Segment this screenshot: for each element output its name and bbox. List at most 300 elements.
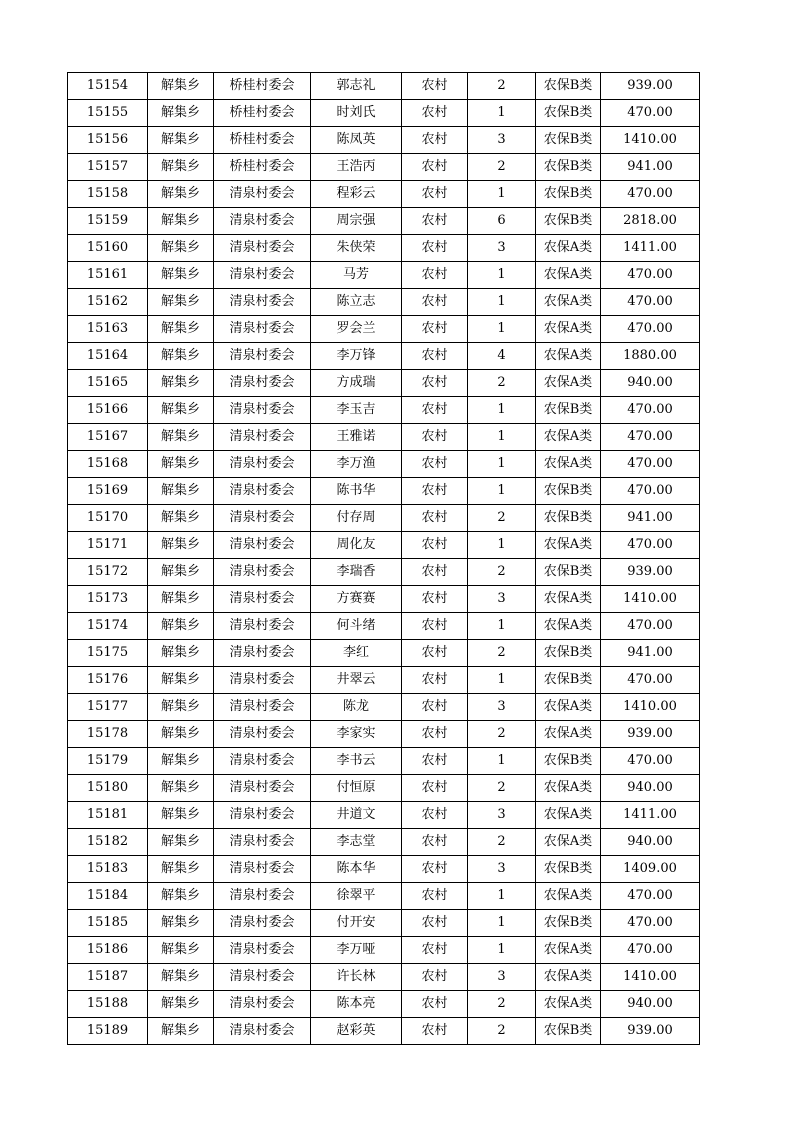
area-type-cell: 农村 <box>402 370 468 397</box>
township-cell: 解集乡 <box>148 343 214 370</box>
amount-cell: 470.00 <box>601 424 700 451</box>
area-type-cell: 农村 <box>402 532 468 559</box>
person-name-cell: 徐翠平 <box>311 883 402 910</box>
person-name-cell: 李万哑 <box>311 937 402 964</box>
table-row <box>68 856 700 883</box>
village-committee-cell: 清泉村委会 <box>214 667 311 694</box>
village-committee-cell: 清泉村委会 <box>214 856 311 883</box>
table-row <box>68 802 700 829</box>
area-type-cell: 农村 <box>402 829 468 856</box>
assistance-table <box>67 72 700 1045</box>
township-cell: 解集乡 <box>148 883 214 910</box>
table-row <box>68 991 700 1018</box>
village-committee-cell: 清泉村委会 <box>214 964 311 991</box>
insurance-category-cell: 农保B类 <box>536 478 601 505</box>
household-count-cell: 2 <box>468 640 536 667</box>
row-number-cell: 15160 <box>68 235 148 262</box>
area-type-cell: 农村 <box>402 262 468 289</box>
township-cell: 解集乡 <box>148 910 214 937</box>
household-count-cell: 1 <box>468 451 536 478</box>
amount-cell: 1410.00 <box>601 964 700 991</box>
row-number-cell: 15172 <box>68 559 148 586</box>
township-cell: 解集乡 <box>148 289 214 316</box>
village-committee-cell: 清泉村委会 <box>214 802 311 829</box>
insurance-category-cell: 农保A类 <box>536 262 601 289</box>
row-number-cell: 15176 <box>68 667 148 694</box>
insurance-category-cell: 农保B类 <box>536 100 601 127</box>
insurance-category-cell: 农保A类 <box>536 802 601 829</box>
township-cell: 解集乡 <box>148 208 214 235</box>
person-name-cell: 李玉吉 <box>311 397 402 424</box>
area-type-cell: 农村 <box>402 73 468 100</box>
household-count-cell: 1 <box>468 262 536 289</box>
household-count-cell: 2 <box>468 154 536 181</box>
amount-cell: 1411.00 <box>601 235 700 262</box>
village-committee-cell: 桥桂村委会 <box>214 73 311 100</box>
area-type-cell: 农村 <box>402 559 468 586</box>
village-committee-cell: 清泉村委会 <box>214 1018 311 1045</box>
area-type-cell: 农村 <box>402 316 468 343</box>
village-committee-cell: 桥桂村委会 <box>214 100 311 127</box>
row-number-cell: 15164 <box>68 343 148 370</box>
village-committee-cell: 清泉村委会 <box>214 235 311 262</box>
amount-cell: 470.00 <box>601 289 700 316</box>
insurance-category-cell: 农保B类 <box>536 208 601 235</box>
row-number-cell: 15156 <box>68 127 148 154</box>
household-count-cell: 2 <box>468 829 536 856</box>
household-count-cell: 1 <box>468 100 536 127</box>
area-type-cell: 农村 <box>402 937 468 964</box>
village-committee-cell: 清泉村委会 <box>214 262 311 289</box>
household-count-cell: 2 <box>468 775 536 802</box>
person-name-cell: 周化友 <box>311 532 402 559</box>
amount-cell: 940.00 <box>601 370 700 397</box>
area-type-cell: 农村 <box>402 964 468 991</box>
township-cell: 解集乡 <box>148 235 214 262</box>
village-committee-cell: 清泉村委会 <box>214 559 311 586</box>
table-row <box>68 370 700 397</box>
area-type-cell: 农村 <box>402 424 468 451</box>
household-count-cell: 1 <box>468 748 536 775</box>
township-cell: 解集乡 <box>148 829 214 856</box>
township-cell: 解集乡 <box>148 370 214 397</box>
row-number-cell: 15183 <box>68 856 148 883</box>
household-count-cell: 1 <box>468 316 536 343</box>
township-cell: 解集乡 <box>148 532 214 559</box>
area-type-cell: 农村 <box>402 775 468 802</box>
amount-cell: 470.00 <box>601 910 700 937</box>
row-number-cell: 15165 <box>68 370 148 397</box>
insurance-category-cell: 农保A类 <box>536 451 601 478</box>
row-number-cell: 15166 <box>68 397 148 424</box>
insurance-category-cell: 农保A类 <box>536 613 601 640</box>
township-cell: 解集乡 <box>148 478 214 505</box>
household-count-cell: 3 <box>468 856 536 883</box>
insurance-category-cell: 农保A类 <box>536 991 601 1018</box>
insurance-category-cell: 农保A类 <box>536 586 601 613</box>
household-count-cell: 1 <box>468 910 536 937</box>
household-count-cell: 1 <box>468 667 536 694</box>
area-type-cell: 农村 <box>402 154 468 181</box>
row-number-cell: 15173 <box>68 586 148 613</box>
village-committee-cell: 桥桂村委会 <box>214 154 311 181</box>
table-body <box>68 73 700 1045</box>
insurance-category-cell: 农保A类 <box>536 775 601 802</box>
area-type-cell: 农村 <box>402 748 468 775</box>
amount-cell: 470.00 <box>601 316 700 343</box>
amount-cell: 939.00 <box>601 559 700 586</box>
person-name-cell: 李万锋 <box>311 343 402 370</box>
row-number-cell: 15187 <box>68 964 148 991</box>
amount-cell: 470.00 <box>601 613 700 640</box>
table-row <box>68 1018 700 1045</box>
amount-cell: 1411.00 <box>601 802 700 829</box>
township-cell: 解集乡 <box>148 100 214 127</box>
village-committee-cell: 清泉村委会 <box>214 532 311 559</box>
township-cell: 解集乡 <box>148 856 214 883</box>
insurance-category-cell: 农保B类 <box>536 127 601 154</box>
township-cell: 解集乡 <box>148 316 214 343</box>
table-row <box>68 289 700 316</box>
household-count-cell: 2 <box>468 721 536 748</box>
village-committee-cell: 清泉村委会 <box>214 640 311 667</box>
row-number-cell: 15159 <box>68 208 148 235</box>
table-row <box>68 829 700 856</box>
village-committee-cell: 清泉村委会 <box>214 505 311 532</box>
amount-cell: 939.00 <box>601 73 700 100</box>
area-type-cell: 农村 <box>402 856 468 883</box>
household-count-cell: 1 <box>468 397 536 424</box>
person-name-cell: 李瑞香 <box>311 559 402 586</box>
row-number-cell: 15171 <box>68 532 148 559</box>
village-committee-cell: 清泉村委会 <box>214 316 311 343</box>
table-row <box>68 532 700 559</box>
area-type-cell: 农村 <box>402 451 468 478</box>
table-row <box>68 586 700 613</box>
township-cell: 解集乡 <box>148 991 214 1018</box>
area-type-cell: 农村 <box>402 127 468 154</box>
person-name-cell: 付存周 <box>311 505 402 532</box>
amount-cell: 1409.00 <box>601 856 700 883</box>
insurance-category-cell: 农保B类 <box>536 73 601 100</box>
table-row <box>68 424 700 451</box>
area-type-cell: 农村 <box>402 343 468 370</box>
township-cell: 解集乡 <box>148 559 214 586</box>
amount-cell: 2818.00 <box>601 208 700 235</box>
insurance-category-cell: 农保B类 <box>536 640 601 667</box>
insurance-category-cell: 农保A类 <box>536 370 601 397</box>
row-number-cell: 15161 <box>68 262 148 289</box>
village-committee-cell: 清泉村委会 <box>214 775 311 802</box>
row-number-cell: 15163 <box>68 316 148 343</box>
insurance-category-cell: 农保B类 <box>536 181 601 208</box>
insurance-category-cell: 农保B类 <box>536 397 601 424</box>
household-count-cell: 3 <box>468 127 536 154</box>
township-cell: 解集乡 <box>148 937 214 964</box>
amount-cell: 470.00 <box>601 667 700 694</box>
insurance-category-cell: 农保B类 <box>536 856 601 883</box>
township-cell: 解集乡 <box>148 262 214 289</box>
table-row <box>68 640 700 667</box>
person-name-cell: 陈龙 <box>311 694 402 721</box>
area-type-cell: 农村 <box>402 586 468 613</box>
table-row <box>68 154 700 181</box>
household-count-cell: 6 <box>468 208 536 235</box>
table-row <box>68 883 700 910</box>
township-cell: 解集乡 <box>148 397 214 424</box>
household-count-cell: 3 <box>468 802 536 829</box>
person-name-cell: 井翠云 <box>311 667 402 694</box>
insurance-category-cell: 农保A类 <box>536 289 601 316</box>
township-cell: 解集乡 <box>148 505 214 532</box>
village-committee-cell: 清泉村委会 <box>214 424 311 451</box>
township-cell: 解集乡 <box>148 775 214 802</box>
area-type-cell: 农村 <box>402 289 468 316</box>
village-committee-cell: 清泉村委会 <box>214 370 311 397</box>
table-row <box>68 964 700 991</box>
insurance-category-cell: 农保B类 <box>536 505 601 532</box>
person-name-cell: 方成瑞 <box>311 370 402 397</box>
household-count-cell: 1 <box>468 478 536 505</box>
amount-cell: 470.00 <box>601 532 700 559</box>
person-name-cell: 许长林 <box>311 964 402 991</box>
area-type-cell: 农村 <box>402 883 468 910</box>
village-committee-cell: 清泉村委会 <box>214 397 311 424</box>
table-row <box>68 478 700 505</box>
person-name-cell: 陈立志 <box>311 289 402 316</box>
township-cell: 解集乡 <box>148 694 214 721</box>
household-count-cell: 1 <box>468 937 536 964</box>
township-cell: 解集乡 <box>148 586 214 613</box>
area-type-cell: 农村 <box>402 802 468 829</box>
household-count-cell: 1 <box>468 289 536 316</box>
row-number-cell: 15167 <box>68 424 148 451</box>
row-number-cell: 15179 <box>68 748 148 775</box>
amount-cell: 940.00 <box>601 829 700 856</box>
row-number-cell: 15157 <box>68 154 148 181</box>
area-type-cell: 农村 <box>402 910 468 937</box>
insurance-category-cell: 农保B类 <box>536 748 601 775</box>
amount-cell: 1410.00 <box>601 127 700 154</box>
amount-cell: 470.00 <box>601 181 700 208</box>
household-count-cell: 1 <box>468 532 536 559</box>
insurance-category-cell: 农保A类 <box>536 721 601 748</box>
village-committee-cell: 清泉村委会 <box>214 613 311 640</box>
person-name-cell: 陈书华 <box>311 478 402 505</box>
area-type-cell: 农村 <box>402 613 468 640</box>
village-committee-cell: 清泉村委会 <box>214 586 311 613</box>
village-committee-cell: 清泉村委会 <box>214 181 311 208</box>
area-type-cell: 农村 <box>402 991 468 1018</box>
insurance-category-cell: 农保A类 <box>536 883 601 910</box>
amount-cell: 1880.00 <box>601 343 700 370</box>
table-row <box>68 721 700 748</box>
row-number-cell: 15154 <box>68 73 148 100</box>
person-name-cell: 李志堂 <box>311 829 402 856</box>
table-row <box>68 694 700 721</box>
amount-cell: 939.00 <box>601 1018 700 1045</box>
table-row <box>68 559 700 586</box>
table-row <box>68 397 700 424</box>
township-cell: 解集乡 <box>148 424 214 451</box>
row-number-cell: 15184 <box>68 883 148 910</box>
table-row <box>68 451 700 478</box>
area-type-cell: 农村 <box>402 694 468 721</box>
row-number-cell: 15169 <box>68 478 148 505</box>
amount-cell: 941.00 <box>601 154 700 181</box>
household-count-cell: 2 <box>468 991 536 1018</box>
table-row <box>68 343 700 370</box>
table-row <box>68 775 700 802</box>
person-name-cell: 付恒原 <box>311 775 402 802</box>
insurance-category-cell: 农保B类 <box>536 910 601 937</box>
table-row <box>68 748 700 775</box>
row-number-cell: 15175 <box>68 640 148 667</box>
household-count-cell: 2 <box>468 1018 536 1045</box>
household-count-cell: 3 <box>468 964 536 991</box>
row-number-cell: 15177 <box>68 694 148 721</box>
insurance-category-cell: 农保B类 <box>536 667 601 694</box>
amount-cell: 941.00 <box>601 505 700 532</box>
amount-cell: 470.00 <box>601 397 700 424</box>
insurance-category-cell: 农保A类 <box>536 343 601 370</box>
row-number-cell: 15180 <box>68 775 148 802</box>
township-cell: 解集乡 <box>148 640 214 667</box>
insurance-category-cell: 农保A类 <box>536 694 601 721</box>
person-name-cell: 陈凤英 <box>311 127 402 154</box>
person-name-cell: 时刘氏 <box>311 100 402 127</box>
insurance-category-cell: 农保A类 <box>536 532 601 559</box>
insurance-category-cell: 农保B类 <box>536 559 601 586</box>
row-number-cell: 15185 <box>68 910 148 937</box>
household-count-cell: 2 <box>468 505 536 532</box>
person-name-cell: 郭志礼 <box>311 73 402 100</box>
village-committee-cell: 清泉村委会 <box>214 694 311 721</box>
amount-cell: 1410.00 <box>601 586 700 613</box>
person-name-cell: 罗会兰 <box>311 316 402 343</box>
person-name-cell: 马芳 <box>311 262 402 289</box>
table-row <box>68 316 700 343</box>
household-count-cell: 2 <box>468 559 536 586</box>
area-type-cell: 农村 <box>402 181 468 208</box>
row-number-cell: 15170 <box>68 505 148 532</box>
insurance-category-cell: 农保A类 <box>536 235 601 262</box>
village-committee-cell: 清泉村委会 <box>214 478 311 505</box>
row-number-cell: 15174 <box>68 613 148 640</box>
insurance-category-cell: 农保A类 <box>536 424 601 451</box>
area-type-cell: 农村 <box>402 667 468 694</box>
table-row <box>68 910 700 937</box>
table-row <box>68 100 700 127</box>
insurance-category-cell: 农保A类 <box>536 829 601 856</box>
village-committee-cell: 清泉村委会 <box>214 721 311 748</box>
area-type-cell: 农村 <box>402 721 468 748</box>
amount-cell: 470.00 <box>601 262 700 289</box>
person-name-cell: 付开安 <box>311 910 402 937</box>
area-type-cell: 农村 <box>402 640 468 667</box>
township-cell: 解集乡 <box>148 613 214 640</box>
household-count-cell: 4 <box>468 343 536 370</box>
amount-cell: 470.00 <box>601 100 700 127</box>
person-name-cell: 李万渔 <box>311 451 402 478</box>
village-committee-cell: 清泉村委会 <box>214 883 311 910</box>
row-number-cell: 15168 <box>68 451 148 478</box>
amount-cell: 470.00 <box>601 478 700 505</box>
township-cell: 解集乡 <box>148 73 214 100</box>
person-name-cell: 井道文 <box>311 802 402 829</box>
person-name-cell: 李红 <box>311 640 402 667</box>
village-committee-cell: 桥桂村委会 <box>214 127 311 154</box>
township-cell: 解集乡 <box>148 721 214 748</box>
table-row <box>68 73 700 100</box>
area-type-cell: 农村 <box>402 505 468 532</box>
person-name-cell: 周宗强 <box>311 208 402 235</box>
table-row <box>68 127 700 154</box>
insurance-category-cell: 农保A类 <box>536 937 601 964</box>
village-committee-cell: 清泉村委会 <box>214 748 311 775</box>
household-count-cell: 3 <box>468 694 536 721</box>
person-name-cell: 何斗绪 <box>311 613 402 640</box>
amount-cell: 1410.00 <box>601 694 700 721</box>
household-count-cell: 3 <box>468 235 536 262</box>
insurance-category-cell: 农保A类 <box>536 964 601 991</box>
village-committee-cell: 清泉村委会 <box>214 343 311 370</box>
row-number-cell: 15189 <box>68 1018 148 1045</box>
household-count-cell: 3 <box>468 586 536 613</box>
household-count-cell: 1 <box>468 181 536 208</box>
row-number-cell: 15186 <box>68 937 148 964</box>
area-type-cell: 农村 <box>402 100 468 127</box>
insurance-category-cell: 农保B类 <box>536 1018 601 1045</box>
person-name-cell: 李家实 <box>311 721 402 748</box>
table-row <box>68 667 700 694</box>
area-type-cell: 农村 <box>402 235 468 262</box>
village-committee-cell: 清泉村委会 <box>214 991 311 1018</box>
table-row <box>68 262 700 289</box>
amount-cell: 941.00 <box>601 640 700 667</box>
township-cell: 解集乡 <box>148 802 214 829</box>
person-name-cell: 李书云 <box>311 748 402 775</box>
person-name-cell: 赵彩英 <box>311 1018 402 1045</box>
area-type-cell: 农村 <box>402 208 468 235</box>
township-cell: 解集乡 <box>148 154 214 181</box>
row-number-cell: 15155 <box>68 100 148 127</box>
amount-cell: 470.00 <box>601 451 700 478</box>
amount-cell: 470.00 <box>601 937 700 964</box>
row-number-cell: 15182 <box>68 829 148 856</box>
person-name-cell: 朱侠荣 <box>311 235 402 262</box>
table-row <box>68 208 700 235</box>
amount-cell: 470.00 <box>601 883 700 910</box>
township-cell: 解集乡 <box>148 964 214 991</box>
person-name-cell: 程彩云 <box>311 181 402 208</box>
table-row <box>68 505 700 532</box>
village-committee-cell: 清泉村委会 <box>214 208 311 235</box>
amount-cell: 940.00 <box>601 775 700 802</box>
household-count-cell: 2 <box>468 370 536 397</box>
township-cell: 解集乡 <box>148 181 214 208</box>
village-committee-cell: 清泉村委会 <box>214 451 311 478</box>
table-row <box>68 937 700 964</box>
household-count-cell: 2 <box>468 73 536 100</box>
row-number-cell: 15162 <box>68 289 148 316</box>
township-cell: 解集乡 <box>148 451 214 478</box>
amount-cell: 939.00 <box>601 721 700 748</box>
insurance-category-cell: 农保A类 <box>536 316 601 343</box>
table-row <box>68 235 700 262</box>
table-row <box>68 613 700 640</box>
row-number-cell: 15181 <box>68 802 148 829</box>
